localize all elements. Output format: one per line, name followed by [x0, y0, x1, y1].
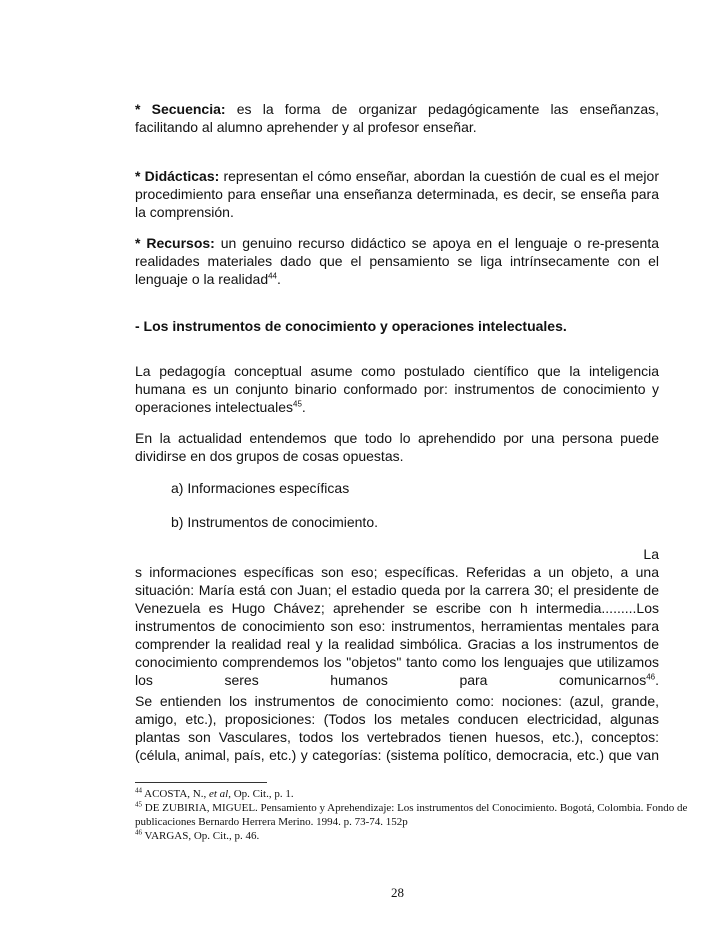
list-item: b) Instrumentos de conocimiento. [171, 514, 378, 530]
definition-text: un genuino recurso didáctico se apoya en el lenguaje o re-presenta realidades materiales dado que el pensamiento se liga intrínsecamente con el lenguaje o la realidad [135, 235, 659, 287]
paragraph-actualidad: En la actualidad entendemos que todo lo aprehendido por una persona puede dividirse en dos grupos de cosas opuestas. [135, 430, 659, 464]
footnote-ref: 45 [293, 399, 302, 409]
paragraph-pedagogia: La pedagogía conceptual asume como postulado científico que la inteligencia humana es un conjunto binario conformado por: instrumentos de conocimiento y operaciones intelectuales$^{45}$. [135, 363, 659, 415]
footnote-separator [135, 782, 267, 783]
definition-didacticas [135, 167, 659, 221]
footnote-ref: 46 [646, 672, 656, 682]
paragraph-informaciones: s informaciones específicas son eso; específicas. Referidas a un objeto, a una situación: María está con Juan; el estadio queda por la carrera 30; el presidente de Venezuela es Hugo Chávez; aprehender se escribe con h intermedia.........Los instrumentos de conocimiento son eso: instrumentos, herramientas mentales para comprender la realidad real y la realidad simbólica. Gracias a los instrumentos de conocimiento comprendemos los "objetos" tanto como los lenguajes que utilizamos los seres humanos para comunicarnos$^{46}$. [135, 564, 659, 688]
paragraph-head-fragment: La [643, 546, 659, 562]
footnote-ref: 44 [268, 271, 278, 281]
section-heading: - Los instrumentos de conocimiento y operaciones intelectuales. [135, 318, 567, 334]
definition-text: representan el cómo enseñar, abordan la cuestión de cual es el mejor procedimiento para enseñar una enseñanza determinada, es decir, se enseña para la comprensión. [135, 168, 659, 220]
footnote: $^{46}$ VARGAS, Op. Cit., p. 46. [135, 828, 260, 842]
definition-term: * Secuencia: [135, 101, 226, 117]
definition-term: * Recursos: [135, 235, 215, 251]
footnote: $^{45}$ DE ZUBIRIA, MIGUEL. Pensamiento y Aprehendizaje: Los instrumentos del Conocimiento. Bogotá, Colombia. Fondo de publicaciones Bernardo Herrera Merino. 1994. p. 73-74. 152p [135, 800, 688, 828]
list-item: a) Informaciones específicas [171, 480, 350, 496]
page-number: 28 [391, 885, 404, 900]
paragraph-instrumentos: Se entienden los instrumentos de conocimiento como: nociones: (azul, grande, amigo, etc.), proposiciones: (Todos los metales conducen electricidad, algunas plantas son Vasculares, todos los vertebrados tienen huesos, etc.), conceptos: (célula, animal, país, etc.) y categorías: (sistema político, democracia, etc.) que van [135, 693, 659, 763]
definition-text: es la forma de organizar pedagógicamente las enseñanzas, facilitando al alumno aprehender y al profesor enseñar. [135, 101, 660, 135]
definition-recursos: * Recursos: un genuino recurso didáctico se apoya en el lenguaje o re-presenta realidades materiales dado que el pensamiento se liga intrínsecamente con el lenguaje o la realidad$^{44}$. [135, 235, 659, 287]
definition-term: * Didácticas: [135, 168, 220, 184]
definition-secuencia [135, 100, 659, 136]
footnote: $^{44}$ ACOSTA, N., et al, Op. Cit., p. 1. [135, 786, 294, 800]
